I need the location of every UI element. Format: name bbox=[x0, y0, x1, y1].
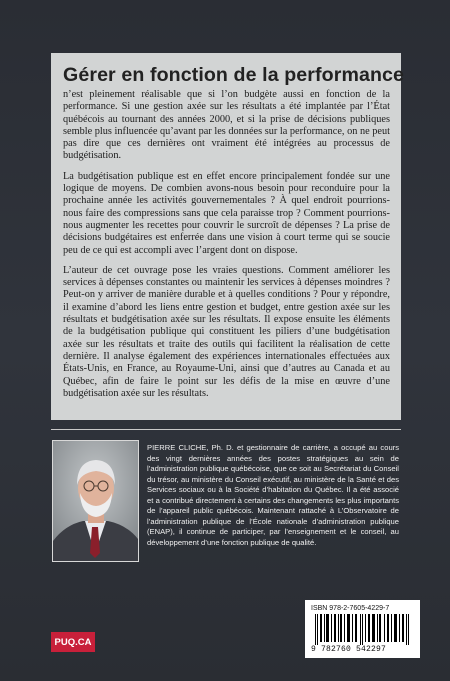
summary-paragraph-2: La budgétisation publique est en effet encore principalement fondée sur une logique de moyens. De combien avons-nous besoin pour reconduire pour la prochaine année les activités gouvernementales ? À quel endroit pourrions-nous faire des compressions sans que cela paraisse trop ? Comment pourrions-nous augmenter les recettes pour couvrir le surcroît de dépenses ? La prise de décisions budgétaires est enferrée dans une vision à court terme qui se soucie peu de ce qui est accompli avec l’argent dont on dispose. bbox=[63, 170, 390, 256]
isbn-barcode-box bbox=[305, 600, 420, 658]
barcode-digits: 9 782760 542297 bbox=[311, 645, 387, 654]
summary-paragraph-3: L’auteur de cet ouvrage pose les vraies questions. Comment améliorer les services à dépenses constantes ou maintenir les services à dépenses moindres ? Peut-on y arriver de manière durable et à quelles conditions ? Pour y répondre, il examine d’abord les liens entre gestion et budget, entre gestion axée sur les résultats et budgétisation axée sur les résultats. Il expose ensuite les éléments de la budgétisation publique qui constituent les piliers d’une budgétisation axée sur les résultats et traite des outils qui facilitent la réalisation de cette dernière. Il analyse également des expériences internationales effectuées aux États-Unis, en France, au Royaume-Uni, ainsi que d’autres au Canada et au Québec, afin de faire le point sur les défis de la mise en œuvre d’une budgétisation axée sur les résultats. bbox=[63, 264, 390, 399]
summary-panel bbox=[51, 53, 405, 420]
cover-headline: Gérer en fonction de la performance bbox=[63, 64, 405, 86]
author-photo bbox=[52, 440, 139, 562]
author-portrait-image bbox=[53, 441, 138, 561]
author-biography: PIERRE CLICHE, Ph. D. et gestionnaire de carrière, a occupé au cours des vingt dernières années des postes stratégiques au sein de l’administration publique québécoise, que ce soit au Secrétariat du Conseil du trésor, au ministère du Conseil exécutif, au ministère de la Santé et des Services sociaux ou à la Société d’habitation du Québec. Il a été associé et a contribué directement à certains des changements les plus importants de l’appareil public québécois. Maintenant rattaché à L’Observatoire de l’administration publique de l’École nationale d’administration publique (ENAP), il continue de participer, par l’enseignement et le conseil, au développement d’une fonction publique de qualité. bbox=[147, 443, 399, 547]
summary-paragraph-1: n’est pleinement réalisable que si l’on budgète aussi en fonction de la performance. Si une gestion axée sur les résultats a été implantée par l’État québécois au tournant des années 2000, et si la prise de décisions publiques semble plus influencée qu’avant par les données sur la performance, on ne peut pas dire que ces dernières ont vraiment été intégrées au processus de budgétisation. bbox=[63, 89, 390, 162]
barcode-image bbox=[311, 614, 415, 645]
isbn-number: ISBN 978-2-7605-4229-7 bbox=[311, 605, 390, 612]
publisher-logo-text: PUQ.CA bbox=[54, 636, 92, 648]
section-divider bbox=[51, 429, 401, 430]
publisher-logo bbox=[51, 632, 95, 652]
